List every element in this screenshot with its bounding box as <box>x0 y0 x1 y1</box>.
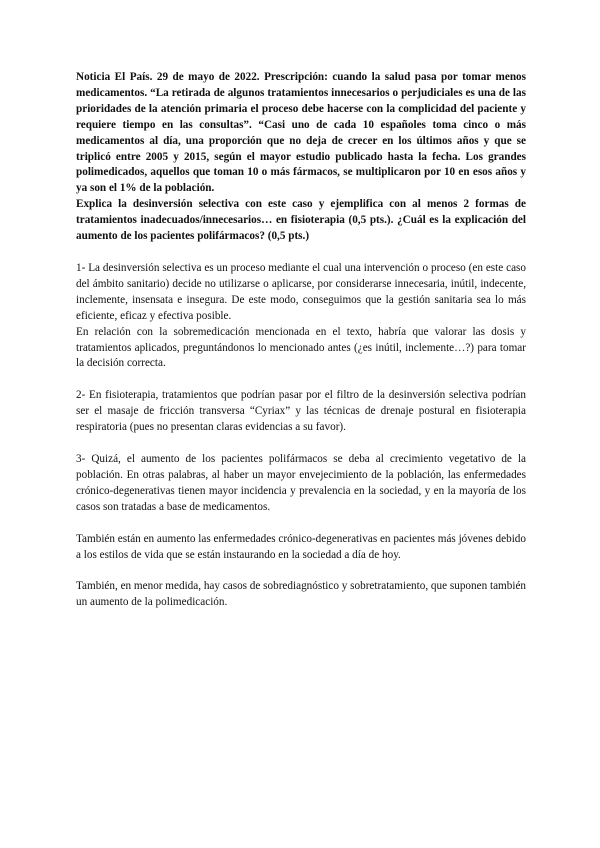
answer-3-overdiagnosis-paragraph: También, en menor medida, hay casos de sobrediagnóstico y sobretratamiento, que suponen también un aumento de la polimedicación. <box>76 580 527 609</box>
answer-1-paragraph: 1- La desinversión selectiva es un proceso mediante el cual una intervención o proceso (en este caso del ámbito sanitario) decide no utilizarse o aplicarse, por considerarse innecesaria, inútil, indecente, inclemente, insensata e insegura. De este modo, conseguimos que la gestión sanitaria sea lo más eficiente, eficaz y efectiva posible. <box>76 261 526 322</box>
document-page <box>76 70 526 611</box>
spacer <box>76 245 526 261</box>
answer-3-young-patients-paragraph: También están en aumento las enfermedades crónico-degenerativas en pacientes más jóvenes debido a los estilos de vida que se están instaurando en la sociedad a día de hoy. <box>76 532 526 561</box>
spacer <box>76 372 526 388</box>
answer-1-continuation-paragraph: En relación con la sobremedicación mencionada en el texto, habría que valorar las dosis y tratamientos aplicados, preguntándonos lo mencionado antes (¿es inútil, inclemente…?) para tomar la decisión correcta. <box>76 325 526 370</box>
answer-3-paragraph: 3- Quizá, el aumento de los pacientes polifármacos se deba al crecimiento vegetativo de la población. En otras palabras, al haber un mayor envejecimiento de la población, las enfermedades crónico-degenerativas tienen mayor incidencia y prevalencia en la sociedad, y en la mayoría de los casos son tratadas a base de medicamentos. <box>76 453 526 513</box>
answer-2-paragraph: 2- En fisioterapia, tratamientos que podrían pasar por el filtro de la desinversión selectiva podrían ser el masaje de fricción transversa “Cyriax” y las técnicas de drenaje postural en fisioterapia respiratoria (pues no presentan claras evidencias a su favor). <box>76 389 526 434</box>
spacer <box>76 516 526 532</box>
news-intro-paragraph: Noticia El País. 29 de mayo de 2022. Prescripción: cuando la salud pasa por tomar menos medicamentos. “La retirada de algunos tratamientos innecesarios o perjudiciales es una de las prioridades de la atención primaria el proceso debe hacerse con la complicidad del paciente y requiere tiempo en las consultas”. “Casi uno de cada 10 españoles toma cinco o más medicamentos al día, una proporción que no deja de crecer en los últimos años y que se triplicó entre 2005 y 2015, según el mayor estudio publicado hasta la fecha. Los grandes polimedicados, aquellos que toman 10 o más fármacos, se multiplicaron por 10 en esos años y ya son el 1% de la población. <box>76 71 526 195</box>
spacer <box>76 436 526 452</box>
spacer <box>76 563 526 579</box>
question-paragraph: Explica la desinversión selectiva con este caso y ejemplifica con al menos 2 formas de tratamientos inadecuados/innecesarios… en fisioterapia (0,5 pts.). ¿Cuál es la explicación del aumento de los pacientes polifármacos? (0,5 pts.) <box>76 198 526 243</box>
